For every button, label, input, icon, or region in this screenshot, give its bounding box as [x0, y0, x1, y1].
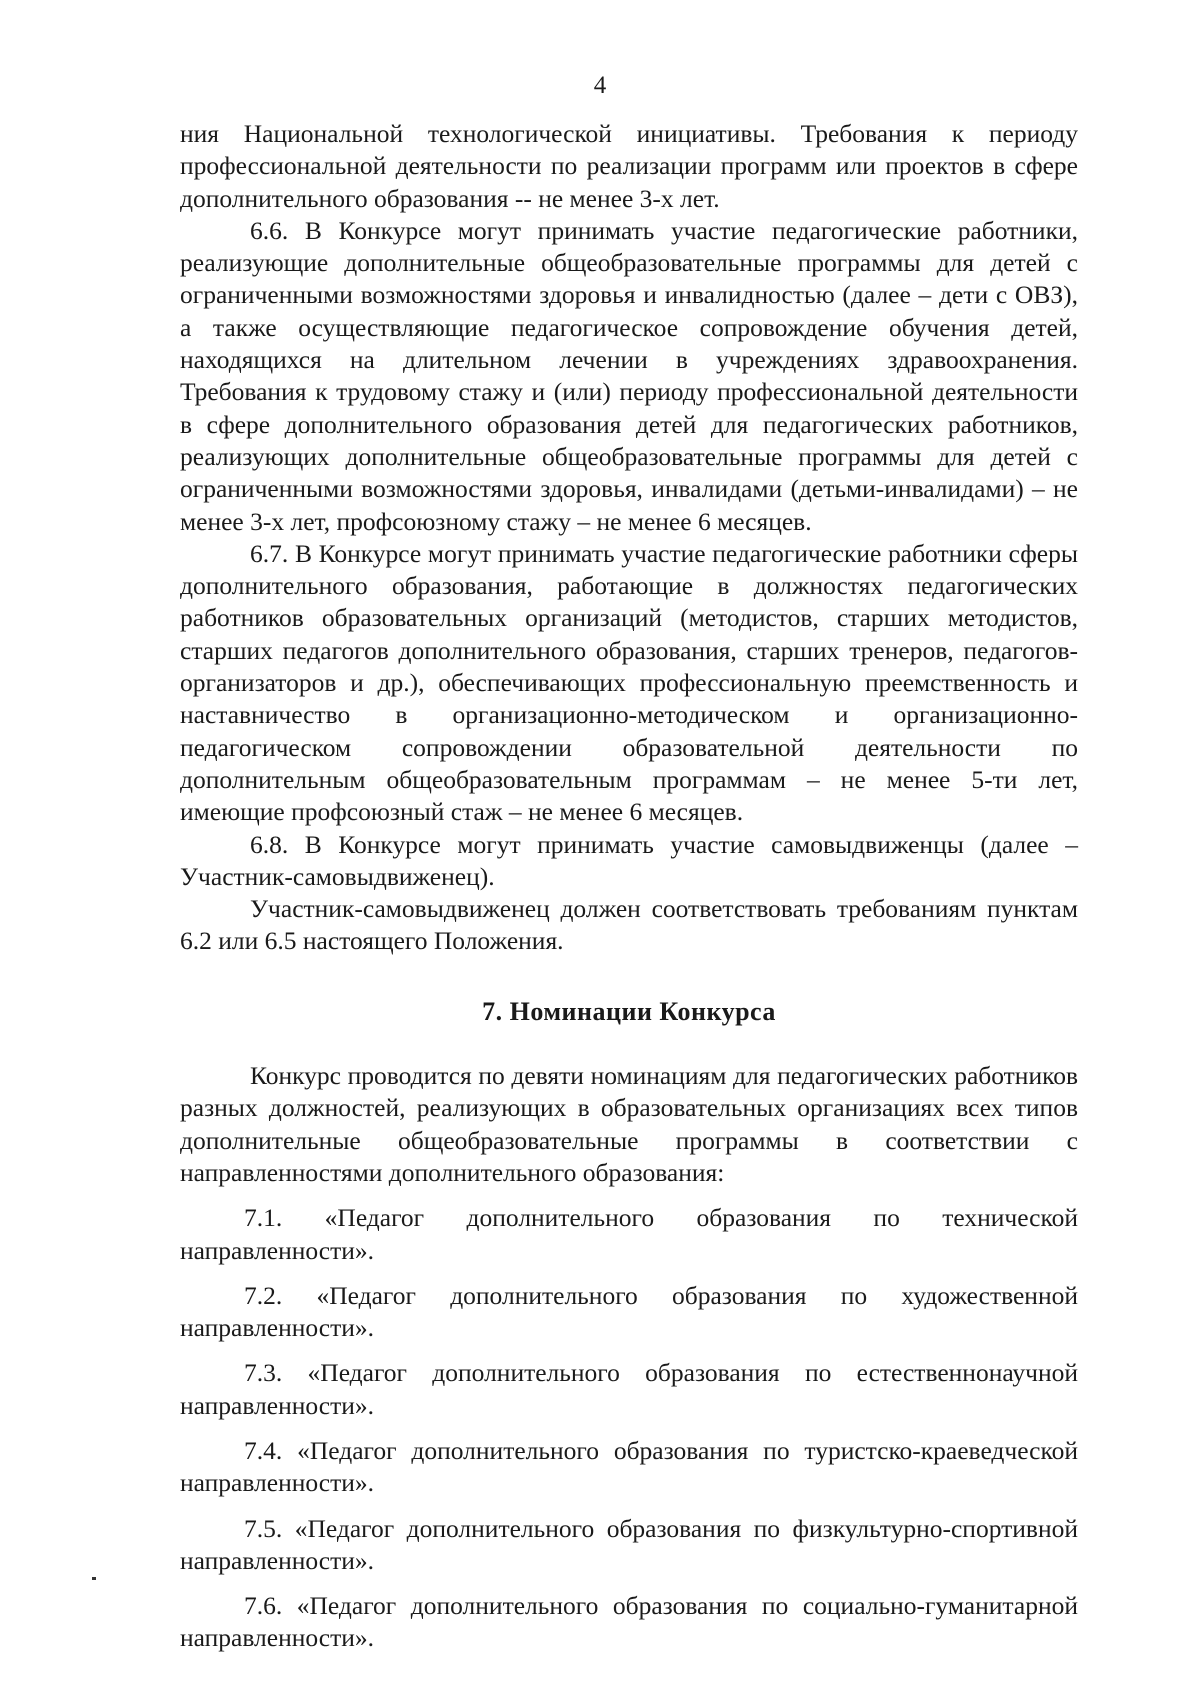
scan-speck — [92, 1577, 96, 1580]
section-heading: 7. Номинации Конкурса — [482, 996, 776, 1026]
paragraph-self-nominee: Участник-самовыдвиженец должен соответствовать требованиям пунктам 6.2 или 6.5 настоящего Положения. — [180, 894, 1078, 956]
paragraph-6-6: 6.6. В Конкурсе могут принимать участие педагогические работники, реализующие дополнительные общеобразовательные программы для детей с ограниченными возможностями здоровья и инвалидностью (далее – дети с ОВЗ), а также осуществляющие педагогическое сопровождение обучения детей, находящихся на длительном лечении в учреждениях здравоохранения. Требования к трудовому стажу и (или) периоду профессиональной деятельности в сфере дополнительного образования детей для педагогических работников, реализующих дополнительные общеобразовательные программы для детей с ограниченными возможностями здоровья, инвалидами (детьми-инвалидами) – не менее 3-х лет, профсоюзному стажу – не менее 6 месяцев. — [180, 215, 1078, 536]
paragraph-6-7: 6.7. В Конкурсе могут принимать участие педагогические работники сферы дополнительного образования, работающие в должностях педагогических работников образовательных организаций (методистов, старших методистов, старших педагогов дополнительного образования, старших тренеров, педагогов-организаторов и др.), обеспечивающих профессиональную преемственность и наставничество в организационно-методическом и организационно-педагогическом сопровождении образовательной деятельности по дополнительным общеобразовательным программам – не менее 5-ти лет, имеющие профсоюзный стаж – не менее 6 месяцев. — [180, 538, 1078, 827]
paragraph-6-8: 6.8. В Конкурсе могут принимать участие самовыдвиженцы (далее – Участник-самовыдвиженец). — [180, 829, 1078, 891]
paragraph-continuation: ния Национальной технологической инициативы. Требования к периоду профессиональной деятельности по реализации программ или проектов в сфере дополнительного образования -- не менее 3-х лет. — [180, 119, 1078, 213]
nomination-7-3: 7.3. «Педагог дополнительного образования по естественнонаучной направленности». — [180, 1358, 1078, 1420]
nomination-7-1: 7.1. «Педагог дополнительного образования по технической направленности». — [180, 1203, 1078, 1265]
section-intro: Конкурс проводится по девяти номинациям для педагогических работников разных должностей, реализующих в образовательных организациях всех типов дополнительные общеобразовательные программы в соответствии с направленностями дополнительного образования: — [180, 1061, 1078, 1187]
nomination-7-4: 7.4. «Педагог дополнительного образования по туристско-краеведческой направленности». — [180, 1435, 1078, 1498]
nomination-7-2: 7.2. «Педагог дополнительного образования по художественной направленности». — [180, 1280, 1078, 1343]
document-body — [180, 118, 1078, 1655]
page-number: 4 — [593, 72, 607, 99]
nomination-7-5: 7.5. «Педагог дополнительного образования по физкультурно-спортивной направленности». — [180, 1513, 1078, 1575]
nomination-7-6: 7.6. «Педагог дополнительного образования по социально-гуманитарной направленности». — [180, 1591, 1078, 1653]
